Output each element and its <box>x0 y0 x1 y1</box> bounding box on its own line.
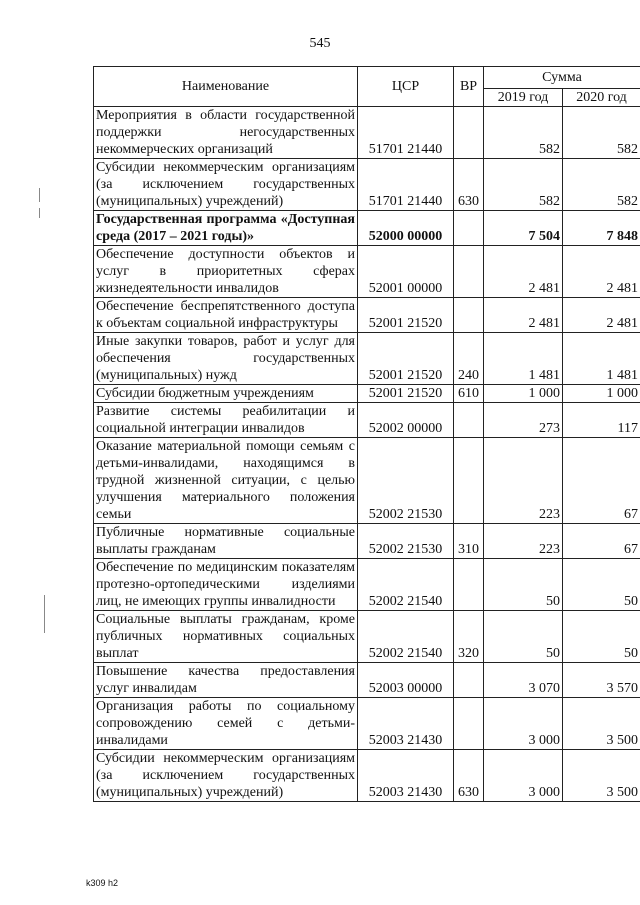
row-2019-cell: 582 <box>484 159 563 211</box>
row-vr-cell <box>454 107 484 159</box>
row-2019-cell: 223 <box>484 438 563 524</box>
header-year-2020: 2020 год <box>563 89 640 107</box>
row-csr-cell: 52003 00000 <box>358 663 454 698</box>
row-name-cell: Обеспечение беспрепятственного доступа к объектам социальной инфраструктуры <box>94 298 358 333</box>
row-name-cell: Иные закупки товаров, работ и услуг для обеспечения государственных (муниципальных) нужд <box>94 333 358 385</box>
table-row <box>94 438 640 524</box>
row-vr-cell <box>454 438 484 524</box>
row-csr-cell: 51701 21440 <box>358 159 454 211</box>
row-vr-cell: 320 <box>454 611 484 663</box>
row-csr-cell: 52001 21520 <box>358 333 454 385</box>
table-row <box>94 611 640 663</box>
row-csr-cell: 52002 21530 <box>358 438 454 524</box>
budget-table <box>93 66 640 802</box>
row-vr-cell: 310 <box>454 524 484 559</box>
row-name-cell: Развитие системы реабилитации и социальной интеграции инвалидов <box>94 403 358 438</box>
row-name-cell: Субсидии бюджетным учреждениям <box>94 385 358 403</box>
header-csr: ЦСР <box>358 67 454 107</box>
row-vr-cell: 610 <box>454 385 484 403</box>
row-name-cell: Обеспечение по медицинским показателям протезно-ортопедическими изделиями лиц, не имеющих группы инвалидности <box>94 559 358 611</box>
row-vr-cell <box>454 246 484 298</box>
row-vr-cell <box>454 698 484 750</box>
row-vr-cell: 240 <box>454 333 484 385</box>
row-name-cell: Обеспечение доступности объектов и услуг в приоритетных сферах жизнедеятельности инвалидов <box>94 246 358 298</box>
table-row <box>94 403 640 438</box>
row-2019-cell: 50 <box>484 559 563 611</box>
row-2019-cell: 7 504 <box>484 211 563 246</box>
header-name: Наименование <box>94 67 358 107</box>
row-csr-cell: 52003 21430 <box>358 750 454 802</box>
scan-mark <box>44 595 45 633</box>
table-row <box>94 524 640 559</box>
row-2020-cell: 1 000 <box>563 385 640 403</box>
row-2019-cell: 1 481 <box>484 333 563 385</box>
row-csr-cell: 52001 00000 <box>358 246 454 298</box>
row-csr-cell: 52001 21520 <box>358 298 454 333</box>
table-row <box>94 298 640 333</box>
row-2020-cell: 582 <box>563 159 640 211</box>
row-vr-cell <box>454 298 484 333</box>
row-vr-cell <box>454 663 484 698</box>
row-name-cell: Государственная программа «Доступная среда (2017 – 2021 годы)» <box>94 211 358 246</box>
row-vr-cell: 630 <box>454 750 484 802</box>
table-row <box>94 663 640 698</box>
row-vr-cell: 630 <box>454 159 484 211</box>
header-sum: Сумма <box>484 67 640 89</box>
row-name-cell: Повышение качества предоставления услуг инвалидам <box>94 663 358 698</box>
page-number: 545 <box>309 36 331 51</box>
row-vr-cell <box>454 403 484 438</box>
scan-mark <box>39 208 40 218</box>
row-2020-cell: 3 500 <box>563 698 640 750</box>
row-2019-cell: 3 000 <box>484 698 563 750</box>
row-csr-cell: 52003 21430 <box>358 698 454 750</box>
row-2020-cell: 67 <box>563 524 640 559</box>
row-2020-cell: 7 848 <box>563 211 640 246</box>
header-year-2019: 2019 год <box>484 89 563 107</box>
row-name-cell: Мероприятия в области государственной поддержки негосударственных некоммерческих организаций <box>94 107 358 159</box>
table-row <box>94 698 640 750</box>
header-vr: ВР <box>454 67 484 107</box>
row-name-cell: Оказание материальной помощи семьям с детьми-инвалидами, находящимся в трудной жизненной ситуации, с целью улучшения материального положения семьи <box>94 438 358 524</box>
row-2020-cell: 582 <box>563 107 640 159</box>
row-name-cell: Организация работы по социальному сопровождению семей с детьми-инвалидами <box>94 698 358 750</box>
row-2019-cell: 2 481 <box>484 298 563 333</box>
table-row <box>94 159 640 211</box>
scan-mark <box>39 188 40 202</box>
row-vr-cell <box>454 559 484 611</box>
row-2020-cell: 1 481 <box>563 333 640 385</box>
footer-code: k309 h2 <box>86 878 119 888</box>
row-2020-cell: 2 481 <box>563 246 640 298</box>
row-name-cell: Субсидии некоммерческим организациям (за исключением государственных (муниципальных) учреждений) <box>94 750 358 802</box>
table-row <box>94 559 640 611</box>
row-2019-cell: 3 000 <box>484 750 563 802</box>
row-2020-cell: 3 500 <box>563 750 640 802</box>
table-row <box>94 107 640 159</box>
row-csr-cell: 52002 21540 <box>358 611 454 663</box>
row-2020-cell: 3 570 <box>563 663 640 698</box>
row-name-cell: Субсидии некоммерческим организациям (за исключением государственных (муниципальных) учреждений) <box>94 159 358 211</box>
row-2020-cell: 50 <box>563 559 640 611</box>
row-csr-cell: 52001 21520 <box>358 385 454 403</box>
row-2020-cell: 67 <box>563 438 640 524</box>
row-2020-cell: 2 481 <box>563 298 640 333</box>
row-2019-cell: 3 070 <box>484 663 563 698</box>
row-2019-cell: 273 <box>484 403 563 438</box>
row-csr-cell: 51701 21440 <box>358 107 454 159</box>
row-2019-cell: 582 <box>484 107 563 159</box>
row-csr-cell: 52002 21530 <box>358 524 454 559</box>
table-row <box>94 246 640 298</box>
row-name-cell: Социальные выплаты гражданам, кроме публичных нормативных социальных выплат <box>94 611 358 663</box>
row-2019-cell: 50 <box>484 611 563 663</box>
row-name-cell: Публичные нормативные социальные выплаты гражданам <box>94 524 358 559</box>
row-csr-cell: 52002 21540 <box>358 559 454 611</box>
table-body <box>94 107 640 802</box>
table-row <box>94 333 640 385</box>
row-csr-cell: 52000 00000 <box>358 211 454 246</box>
table-row <box>94 750 640 802</box>
row-vr-cell <box>454 211 484 246</box>
table-row <box>94 385 640 403</box>
row-2019-cell: 2 481 <box>484 246 563 298</box>
row-2019-cell: 223 <box>484 524 563 559</box>
row-2020-cell: 50 <box>563 611 640 663</box>
row-2020-cell: 117 <box>563 403 640 438</box>
table-row <box>94 211 640 246</box>
row-2019-cell: 1 000 <box>484 385 563 403</box>
row-csr-cell: 52002 00000 <box>358 403 454 438</box>
